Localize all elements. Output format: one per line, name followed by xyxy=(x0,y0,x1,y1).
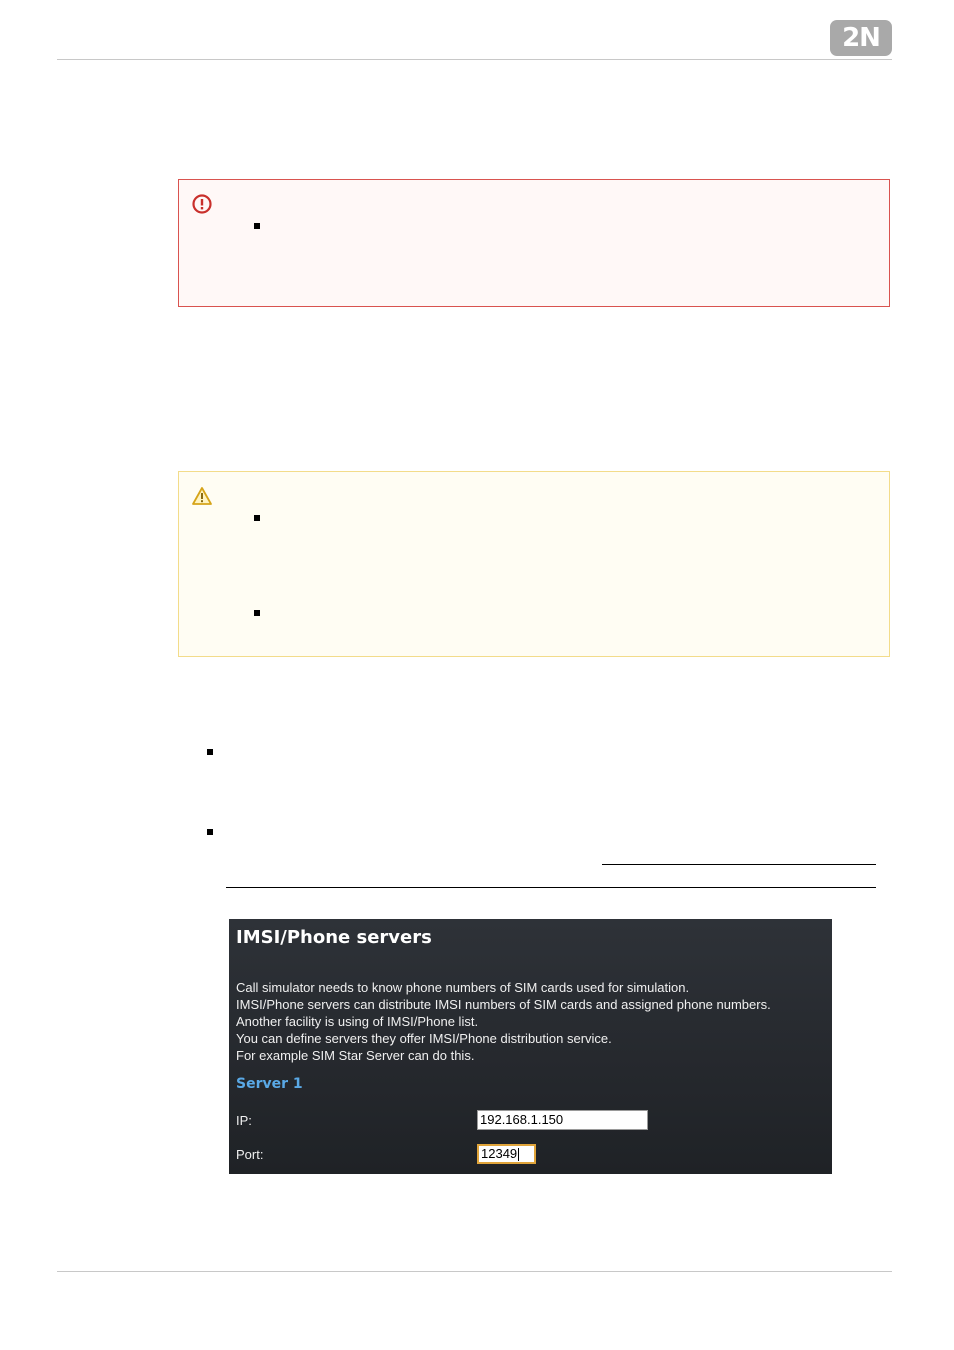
warning-callout-panel xyxy=(178,471,890,657)
brand-logo: 2N xyxy=(830,20,892,56)
port-label: Port: xyxy=(236,1147,264,1162)
imsi-phone-servers-screenshot xyxy=(229,919,832,1174)
port-value: 12349 xyxy=(481,1146,518,1161)
link-underline[interactable] xyxy=(602,864,876,865)
screenshot-description xyxy=(236,979,771,1064)
link-underline[interactable] xyxy=(226,887,876,888)
ip-label: IP: xyxy=(236,1113,252,1128)
warning-triangle-icon xyxy=(191,485,213,507)
text-caret xyxy=(518,1148,519,1161)
exclamation-circle-icon xyxy=(191,193,213,215)
list-bullet xyxy=(254,610,260,616)
list-bullet xyxy=(207,749,213,755)
description-line: IMSI/Phone servers can distribute IMSI numbers of SIM cards and assigned phone numbers. xyxy=(236,997,771,1012)
port-input[interactable] xyxy=(477,1144,536,1164)
footer-divider xyxy=(57,1271,892,1272)
list-bullet xyxy=(254,223,260,229)
description-line: For example SIM Star Server can do this. xyxy=(236,1048,475,1063)
server-heading: Server 1 xyxy=(236,1076,303,1092)
description-line: Another facility is using of IMSI/Phone list. xyxy=(236,1014,479,1029)
description-line: Call simulator needs to know phone numbers of SIM cards used for simulation. xyxy=(236,980,690,995)
description-line: You can define servers they offer IMSI/Phone distribution service. xyxy=(236,1031,612,1046)
list-bullet xyxy=(254,515,260,521)
error-callout-panel xyxy=(178,179,890,307)
header-divider xyxy=(57,59,892,60)
list-bullet xyxy=(207,829,213,835)
ip-input[interactable] xyxy=(477,1110,648,1130)
ip-value: 192.168.1.150 xyxy=(480,1112,564,1127)
screenshot-title: IMSI/Phone servers xyxy=(236,927,432,948)
